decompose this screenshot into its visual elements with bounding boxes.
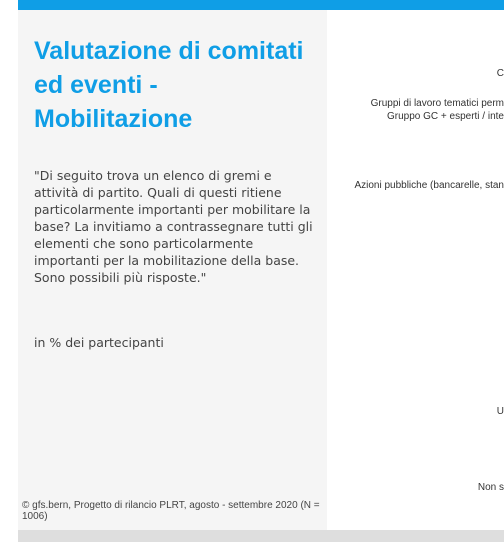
source-note: © gfs.bern, Progetto di rilancio PLRT, agosto - settembre 2020 (N = 1006)	[22, 500, 320, 522]
bottom-bar	[18, 530, 504, 542]
category-label: Non s	[477, 482, 504, 493]
category-label: Gruppo GC + esperti / inte	[386, 111, 504, 122]
page-title: Valutazione di comitati ed eventi - Mobilitazione	[34, 37, 304, 133]
category-label: Gruppi di lavoro tematici perm	[370, 98, 504, 109]
category-label: U	[496, 406, 504, 417]
category-label: C	[496, 68, 504, 79]
chart-area	[327, 10, 504, 530]
top-accent-bar	[18, 0, 504, 10]
unit-note: in % dei partecipanti	[34, 335, 164, 350]
left-margin	[0, 0, 18, 542]
category-label: Azioni pubbliche (bancarelle, stan	[354, 180, 504, 191]
survey-question: "Di seguito trova un elenco di gremi e attività di partito. Quali di questi ritiene particolarmente importanti per mobilitare la base? La invitiamo a contrassegnare tutti gli elementi che sono particolarmente importanti per la mobilitazione della base. Sono possibili più risposte."	[34, 168, 313, 285]
